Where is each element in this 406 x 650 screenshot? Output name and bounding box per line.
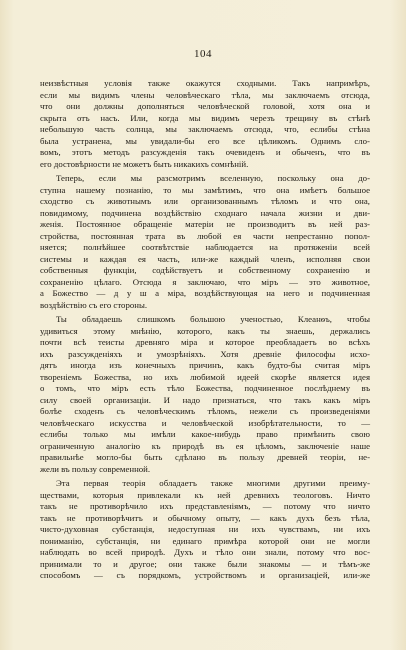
text-line: дятъ иногда изъ конечныхъ причинъ, какъ будто-бы считая міръ (40, 360, 370, 370)
text-line: ступна нашему познанію, то мы замѣтимъ, что она имѣетъ большое (40, 184, 370, 195)
text-line: сходство съ животнымъ или организованнымъ тѣломъ и что она, (40, 196, 370, 206)
text-line: Ты обладаешь слишкомъ большою ученостью, Клеанѳъ, чтобы (56, 314, 370, 324)
text-line: скрыта отъ насъ. Или, когда мы видимъ черезъ трещину въ стѣнѣ (40, 112, 370, 123)
text-line: вомъ, этотъ методъ разсужденія такъ очевиденъ и обыченъ, что въ (40, 147, 370, 157)
text-line: удивиться этому мнѣнію, которого, какъ ты знаешь, держались (40, 325, 370, 336)
text-line: системы и каждая ея часть, или-же каждый членъ, исполняя свои (40, 253, 370, 264)
text-line: Эта первая теорія обладаетъ также многими другими преиму- (56, 478, 370, 488)
text-line: Теперь, если мы разсмотримъ вселенную, поскольку она до- (56, 173, 370, 183)
text-line: чисто-духовная субстанція, недоступная ни ихъ чувствамъ, ни ихъ (40, 524, 370, 534)
paragraph-3 (40, 314, 370, 475)
paragraph-1 (40, 78, 370, 170)
text-line: человѣческаго искусства и человѣческой изобрѣтательности, то — (40, 417, 370, 428)
text-line: ограниченную аналогію къ природѣ въ ея цѣломъ, заключеніе наше (40, 440, 370, 451)
page-number: 104 (194, 48, 212, 60)
text-line: небольшую часть солнца, мы заключаемъ отсюда, что, еслибы стѣна (40, 124, 370, 134)
text-line: почти всѣ теисты древняго міра и которое преобладаетъ во всѣхъ (40, 337, 370, 347)
text-line: сохраненію цѣлаго. Отсюда я заключаю, что міръ — это животное, (40, 276, 370, 287)
text-line: воздѣйствію съ его стороны. (40, 299, 148, 310)
text-line: способомъ — съ порядкомъ, устройствомъ и организаціей, или-же (40, 570, 370, 580)
text-line: его достовѣрности не можетъ быть никакихъ сомнѣній. (40, 158, 249, 169)
text-line: если мы видимъ члены человѣческаго тѣла, мы заключаемъ отсюда, (40, 89, 370, 100)
text-line: правильнѣе могло-бы быть сдѣлано въ пользу древней теоріи, не- (40, 452, 370, 462)
body-text (40, 78, 370, 582)
text-line: неизвѣстныя условія также окажутся сходными. Такъ напримѣръ, (40, 78, 370, 88)
text-line: была устранена, мы увидали-бы его все цѣликомъ. Однимъ сло- (40, 135, 370, 146)
text-line: ществами, которыя привлекали къ ней древнихъ теологовъ. Ничто (40, 489, 370, 500)
text-line: женія. Постоянное обращеніе матеріи не производитъ въ ней раз- (40, 219, 370, 229)
text-line: наблюдать во всей природѣ. Духъ и тѣло они знали, потому что вос- (40, 547, 370, 557)
text-line: принимали то и другое; они также были знакомы — и тѣмъ-же (40, 558, 370, 569)
text-line: о томъ, что міръ есть тѣло Божества, подчиненное послѣднему въ (40, 383, 370, 393)
paragraph-2 (40, 173, 370, 311)
text-line: няется; полнѣйшее соотвѣтствіе наблюдается на протяженіи всей (40, 242, 370, 252)
text-line: стройства, постоянная трата въ любой ея части непрестанно попол- (40, 230, 370, 241)
text-line: такъ не противорѣчило ихъ представленіямъ, — потому что ничто (40, 501, 370, 511)
text-line: такъ не противорѣчитъ и обычному опыту, — какъ духъ безъ тѣла, (40, 512, 370, 523)
text-line: ихъ разсужденіяхъ и умозрѣніяхъ. Хотя древніе философы исхо- (40, 348, 370, 359)
text-line: собственныя функціи, содѣйствуетъ и собственному сохраненію и (40, 265, 370, 275)
text-line: а Божество — д у ш а міра, воздѣйствующая на него и подчиненная (40, 288, 370, 298)
text-line: болѣе сходенъ съ человѣческимъ тѣломъ, нежели съ произведеніями (40, 406, 370, 416)
text-line: что они должны дополняться человѣческой головой, хотя она и (40, 101, 370, 111)
paragraph-4 (40, 478, 370, 582)
text-line: силу своей организаціи. И надо признаться, что такъ какъ міръ (40, 394, 370, 405)
text-line: твореніемъ Божества, но ихъ любимой идеей скорѣе является идея (40, 371, 370, 382)
text-line: жели въ пользу современной. (40, 463, 151, 474)
text-line: пониманію, субстанція, ни единаго примѣра которой они не могли (40, 535, 370, 546)
text-line: повидимому, подчинена воздѣйствію сходнаго начала жизни и дви- (40, 207, 370, 218)
text-line: еслибы только мы имѣли какое-нибудь право примѣнить свою (40, 429, 370, 439)
